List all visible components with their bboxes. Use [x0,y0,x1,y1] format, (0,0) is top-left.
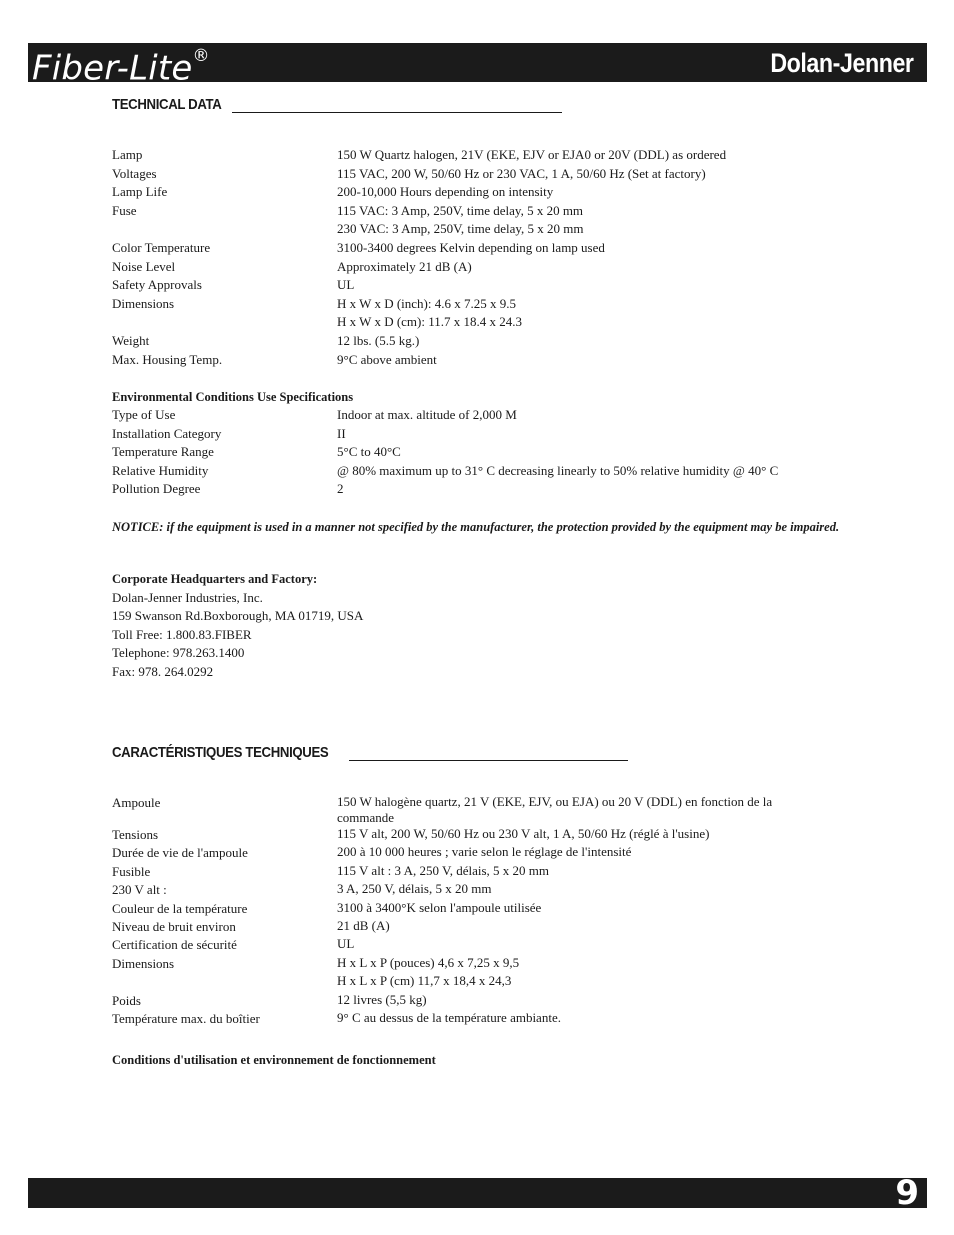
spec-value: Approximately 21 dB (A) [337,258,472,274]
spec-label: Dimensions [112,295,175,311]
spec-label: Voltages [112,165,157,181]
spec-row [112,351,832,370]
technical-data-table [112,146,832,369]
fax-line: Fax: 978. 264.0292 [112,663,214,679]
spec-row [112,462,832,481]
spec-value: H x L x P (pouces) 4,6 x 7,25 x 9,5 [337,954,520,970]
spec-value: 3100-3400 degrees Kelvin depending on lamp used [337,239,605,255]
spec-row [112,443,832,462]
spec-label: Color Temperature [112,239,211,255]
spec-value: 12 livres (5,5 kg) [337,991,427,1007]
spec-value: UL [337,936,355,952]
spec-label: Temperature Range [112,444,214,460]
spec-value: 200 à 10 000 heures ; varie selon le réglage de l'intensité [337,844,632,860]
spec-label: Ampoule [112,795,161,810]
spec-label: Weight [112,332,150,348]
spec-value: H x L x P (cm) 11,7 x 18,4 x 24,3 [337,973,512,989]
spec-value: 115 VAC, 200 W, 50/60 Hz or 230 VAC, 1 A, 50/60 Hz (Set at factory) [337,165,706,181]
address-line: Dolan-Jenner Industries, Inc. [112,589,263,605]
spec-label: Tensions [112,827,159,842]
spec-row [112,826,832,844]
conditions-heading: Conditions d'utilisation et environnement de fonctionnement [112,1053,436,1067]
page-number: 9 [895,1173,919,1213]
caracteristiques-table [112,794,832,1028]
spec-row [112,406,832,425]
spec-value: H x W x D (cm): 11.7 x 18.4 x 24.3 [337,314,522,330]
spec-row [112,973,832,991]
spec-label: Dimensions [112,955,175,971]
spec-label: Poids [112,992,141,1008]
spec-row [112,900,832,918]
brand-name: Fiber-Lite [32,48,193,89]
spec-label: Type of Use [112,407,176,422]
spec-label: Fuse [112,202,137,218]
spec-row [112,202,832,221]
spec-value: 5°C to 40°C [337,444,401,460]
spec-row [112,992,832,1010]
spec-label: Certification de sécurité [112,937,237,953]
spec-label: Lamp [112,147,143,162]
spec-row [112,239,832,258]
spec-row [112,295,832,314]
spec-value: 9° C au dessus de la température ambiante. [337,1010,561,1026]
spec-row [112,881,832,899]
header-bar [28,43,927,89]
spec-label: Pollution Degree [112,481,201,497]
heading-rule [349,760,628,761]
spec-label: 230 V alt : [112,882,167,898]
spec-value: 9°C above ambient [337,351,437,367]
brand-logo [32,43,210,87]
spec-label: Max. Housing Temp. [112,351,223,367]
env-conditions-table [112,406,832,499]
spec-value: 230 VAC: 3 Amp, 250V, time delay, 5 x 20 mm [337,221,584,237]
spec-value: II [337,425,346,441]
spec-row [112,332,832,351]
spec-value: UL [337,277,355,293]
spec-value: 150 W Quartz halogen, 21V (EKE, EJV or EJA0 or 20V (DDL) as ordered [337,147,727,162]
spec-label: Safety Approvals [112,277,202,293]
spec-value: 21 dB (A) [337,918,390,934]
notice-text: NOTICE: if the equipment is used in a manner not specified by the manufacturer, the protection provided by the equipment may be impaired. [112,520,840,534]
headquarters-block [112,570,363,682]
heading-rule [232,112,562,113]
spec-row [112,955,832,973]
spec-value: 3100 à 3400°K selon l'ampoule utilisée [337,899,542,915]
spec-row [112,146,832,165]
spec-label: Lamp Life [112,184,168,200]
env-conditions-heading: Environmental Conditions Use Specifications [112,390,354,404]
spec-label: Noise Level [112,258,176,274]
spec-value: 115 V alt, 200 W, 50/60 Hz ou 230 V alt, 1 A, 50/60 Hz (réglé à l'usine) [337,826,710,841]
spec-value: @ 80% maximum up to 31° C decreasing linearly to 50% relative humidity @ 40° C [337,462,779,478]
company-logo: Dolan-Jenner [770,48,914,78]
technical-data-heading: TECHNICAL DATA [112,96,222,113]
spec-row [112,863,832,881]
spec-row [112,220,832,239]
registered-mark: ® [192,46,210,66]
spec-row [112,794,832,826]
spec-label: Durée de vie de l'ampoule [112,845,248,861]
spec-value: 2 [337,481,344,497]
spec-value: 115 V alt : 3 A, 250 V, délais, 5 x 20 mm [337,862,549,878]
spec-label: Installation Category [112,425,222,441]
spec-row [112,425,832,444]
footer-bar [28,1173,927,1213]
spec-label: Niveau de bruit environ [112,919,236,935]
spec-label [112,313,337,332]
spec-value: 115 VAC: 3 Amp, 250V, time delay, 5 x 20 mm [337,202,584,218]
spec-row [112,258,832,277]
headquarters-heading: Corporate Headquarters and Factory: [112,572,318,586]
spec-label [112,220,337,239]
telephone-line: Telephone: 978.263.1400 [112,645,245,661]
spec-value: 3 A, 250 V, délais, 5 x 20 mm [337,881,492,897]
spec-row [112,165,832,184]
spec-label [112,973,337,991]
spec-row [112,844,832,862]
spec-label: Couleur de la température [112,900,248,916]
spec-value: 150 W halogène quartz, 21 V (EKE, EJV, ou EJA) ou 20 V (DDL) en fonction de la commande [337,794,773,825]
spec-row [112,313,832,332]
spec-row [112,276,832,295]
spec-label: Température max. du boîtier [112,1011,260,1027]
spec-label: Relative Humidity [112,462,209,478]
address-line: 159 Swanson Rd.Boxborough, MA 01719, USA [112,608,364,624]
spec-row [112,480,832,499]
caracteristiques-heading: CARACTÉRISTIQUES TECHNIQUES [112,744,329,761]
spec-row [112,183,832,202]
spec-value: H x W x D (inch): 4.6 x 7.25 x 9.5 [337,295,516,311]
spec-row [112,936,832,954]
spec-row [112,918,832,936]
spec-value: 200-10,000 Hours depending on intensity [337,184,554,200]
spec-value: 12 lbs. (5.5 kg.) [337,332,420,348]
spec-label: Fusible [112,863,151,879]
toll-free-line: Toll Free: 1.800.83.FIBER [112,626,252,642]
spec-value: Indoor at max. altitude of 2,000 M [337,407,517,422]
spec-row [112,1010,832,1028]
